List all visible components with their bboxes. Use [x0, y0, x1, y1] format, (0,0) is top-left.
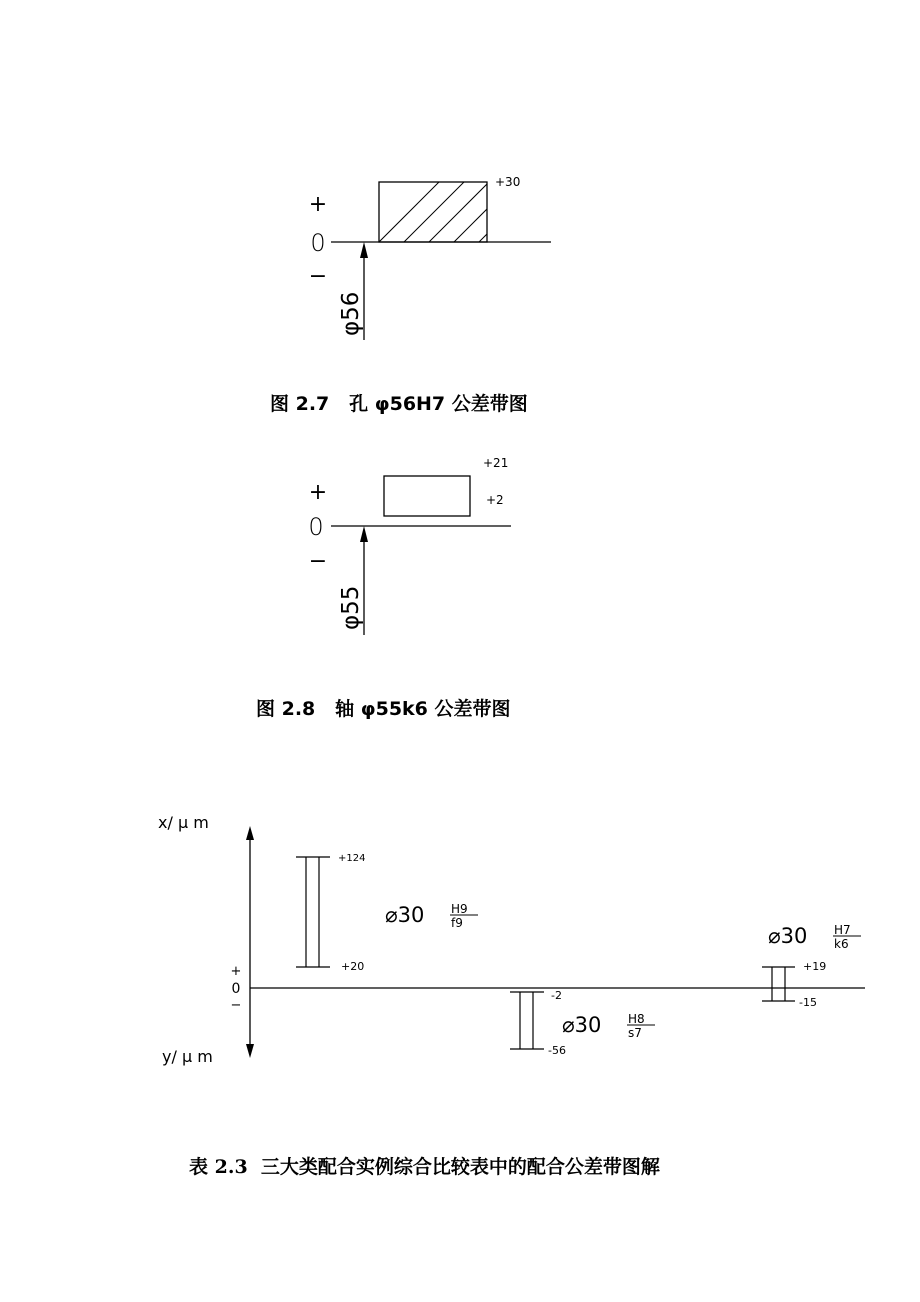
zero-label: 0 — [231, 981, 241, 997]
fit-h8-s7 — [510, 989, 655, 1057]
zero-label: 0 — [310, 229, 326, 257]
fit-designation-prefix: ⌀30 — [562, 1013, 602, 1037]
plus-sign: + — [230, 964, 242, 979]
fit-denominator: k6 — [834, 937, 849, 951]
upper-deviation-label: +21 — [483, 456, 509, 470]
axis-arrow-down — [246, 1044, 254, 1058]
minus-sign: − — [308, 549, 328, 574]
lower-deviation-label: +2 — [486, 493, 504, 507]
fit-numerator: H8 — [628, 1012, 645, 1026]
fit-h9-f9 — [296, 853, 478, 973]
plus-sign: + — [308, 192, 328, 217]
minus-sign: − — [308, 264, 328, 289]
axis-arrow-up — [246, 826, 254, 840]
basic-size-label: φ55 — [338, 585, 364, 630]
upper-deviation-label: +124 — [338, 853, 366, 864]
plus-sign: + — [308, 480, 328, 505]
figure-2-8-caption: 图 2.8 轴 φ55k6 公差带图 — [256, 698, 511, 720]
figure-2-7-caption: 图 2.7 孔 φ56H7 公差带图 — [270, 393, 528, 415]
axis-bottom-label: y/ μ m — [162, 1047, 213, 1066]
upper-deviation-label: -2 — [551, 989, 562, 1002]
fit-designation-prefix: ⌀30 — [385, 903, 425, 927]
fit-numerator: H7 — [834, 923, 851, 937]
fit-denominator: f9 — [451, 916, 463, 930]
fit-numerator: H9 — [451, 902, 468, 916]
basic-size-label: φ56 — [338, 291, 364, 336]
fit-denominator: s7 — [628, 1026, 642, 1040]
lower-deviation-label: -56 — [548, 1044, 566, 1057]
lower-deviation-label: -15 — [799, 996, 817, 1009]
lower-deviation-label: +20 — [341, 960, 365, 973]
axis-top-label: x/ μ m — [158, 813, 209, 832]
fit-designation-prefix: ⌀30 — [768, 924, 808, 948]
minus-sign: − — [230, 998, 242, 1013]
upper-deviation-label: +30 — [495, 175, 521, 189]
zero-label: 0 — [308, 513, 324, 541]
upper-deviation-label: +19 — [803, 960, 827, 973]
fit-h7-k6 — [762, 923, 861, 1009]
table-2-3-caption: 表 2.3 三大类配合实例综合比较表中的配合公差带图解 — [189, 1156, 660, 1178]
